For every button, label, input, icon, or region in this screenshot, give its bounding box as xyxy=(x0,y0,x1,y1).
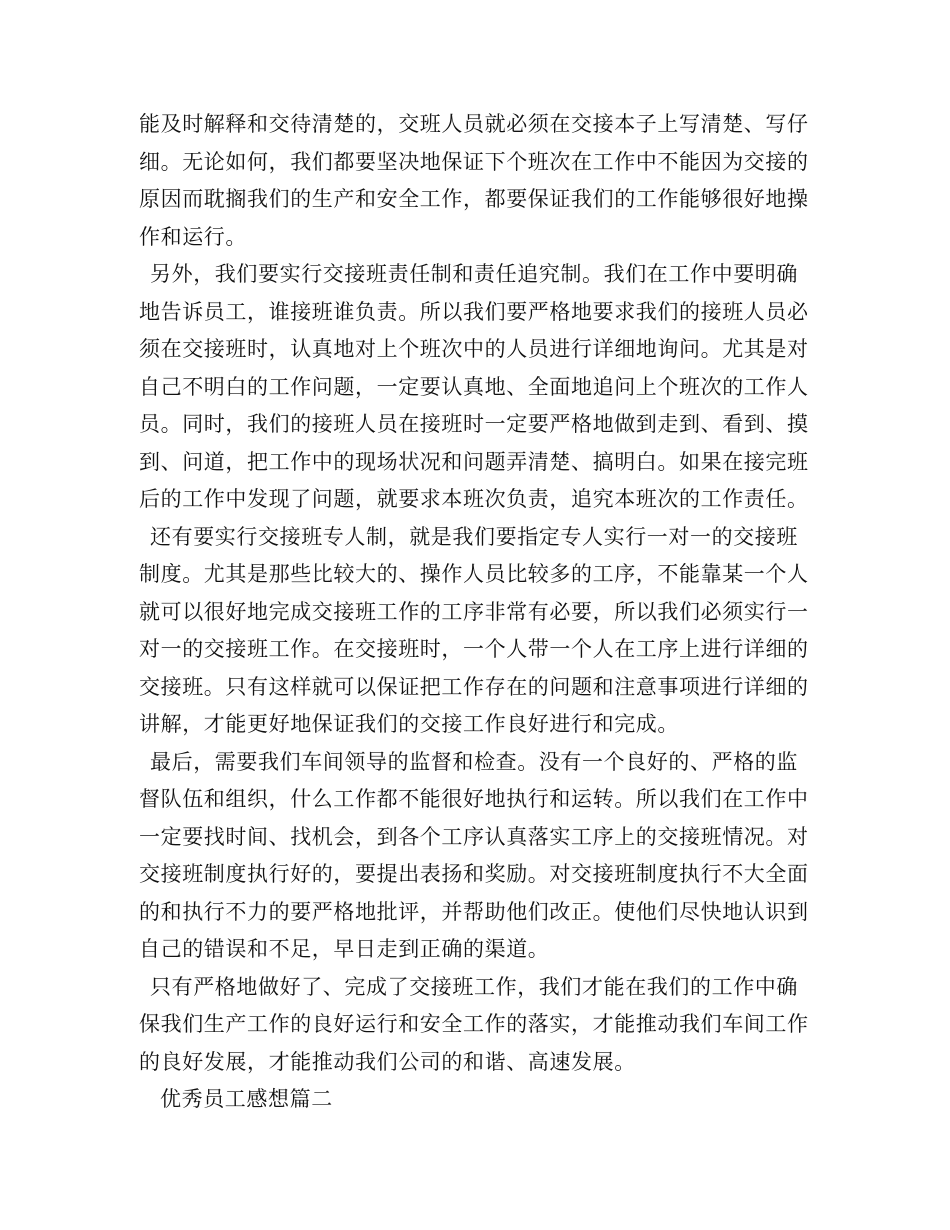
text-line: 对一的交接班工作。在交接班时，一个人带一个人在工序上进行详细的 xyxy=(139,637,809,661)
text-line: 作和运行。 xyxy=(139,224,247,249)
text-line: 督队伍和组织，什么工作都不能很好地执行和运转。所以我们在工作中 xyxy=(139,787,809,811)
paragraph xyxy=(139,969,819,1082)
text-line: 的良好发展，才能推动我们公司的和谐、高速发展。 xyxy=(139,1049,636,1074)
text-line: 员。同时，我们的接班人员在接班时一定要严格地做到走到、看到、摸 xyxy=(139,412,809,436)
text-line: 就可以很好地完成交接班工作的工序非常有必要，所以我们必须实行一 xyxy=(139,599,809,624)
paragraph xyxy=(139,744,819,969)
text-line: 须在交接班时，认真地对上个班次中的人员进行详细地询问。尤其是对 xyxy=(139,337,809,361)
text-line: 保我们生产工作的良好运行和安全工作的落实，才能推动我们车间工作 xyxy=(139,1012,809,1036)
text-line: 原因而耽搁我们的生产和安全工作，都要保证我们的工作能够很好地操 xyxy=(139,187,809,211)
text-line: 制度。尤其是那些比较大的、操作人员比较多的工序，不能靠某一个人 xyxy=(139,562,809,586)
text-line: 自己的错误和不足，早日走到正确的渠道。 xyxy=(139,937,550,961)
section-heading xyxy=(139,1081,819,1119)
document-body xyxy=(139,106,819,1119)
text-line: 一定要找时间、找机会，到各个工序认真落实工序上的交接班情况。对 xyxy=(139,824,809,849)
paragraph xyxy=(139,106,819,256)
text-line: 的和执行不力的要严格地批评，并帮助他们改正。使他们尽快地认识到 xyxy=(139,899,809,924)
text-line: 优秀员工感想篇二 xyxy=(160,1087,333,1111)
paragraph xyxy=(139,256,819,519)
text-line: 细。无论如何，我们都要坚决地保证下个班次在工作中不能因为交接的 xyxy=(139,149,809,174)
text-line: 最后，需要我们车间领导的监督和检查。没有一个良好的、严格的监 xyxy=(150,749,798,774)
text-line: 能及时解释和交待清楚的，交班人员就必须在交接本子上写清楚、写仔 xyxy=(139,112,809,136)
text-line: 交接班制度执行好的，要提出表扬和奖励。对交接班制度执行不大全面 xyxy=(139,862,809,886)
paragraph xyxy=(139,519,819,744)
text-line: 自己不明白的工作问题，一定要认真地、全面地追问上个班次的工作人 xyxy=(139,374,809,399)
text-line: 只有严格地做好了、完成了交接班工作，我们才能在我们的工作中确 xyxy=(150,974,798,999)
text-line: 后的工作中发现了问题，就要求本班次负责，追究本班次的工作责任。 xyxy=(139,487,809,511)
text-line: 另外，我们要实行交接班责任制和责任追究制。我们在工作中要明确 xyxy=(150,262,798,286)
text-line: 还有要实行交接班专人制，就是我们要指定专人实行一对一的交接班 xyxy=(150,524,798,549)
text-line: 交接班。只有这样就可以保证把工作存在的问题和注意事项进行详细的 xyxy=(139,674,809,699)
text-line: 讲解，才能更好地保证我们的交接工作良好进行和完成。 xyxy=(139,712,679,736)
text-line: 地告诉员工，谁接班谁负责。所以我们要严格地要求我们的接班人员必 xyxy=(139,299,809,324)
text-line: 到、问道，把工作中的现场状况和问题弄清楚、搞明白。如果在接完班 xyxy=(139,449,809,474)
